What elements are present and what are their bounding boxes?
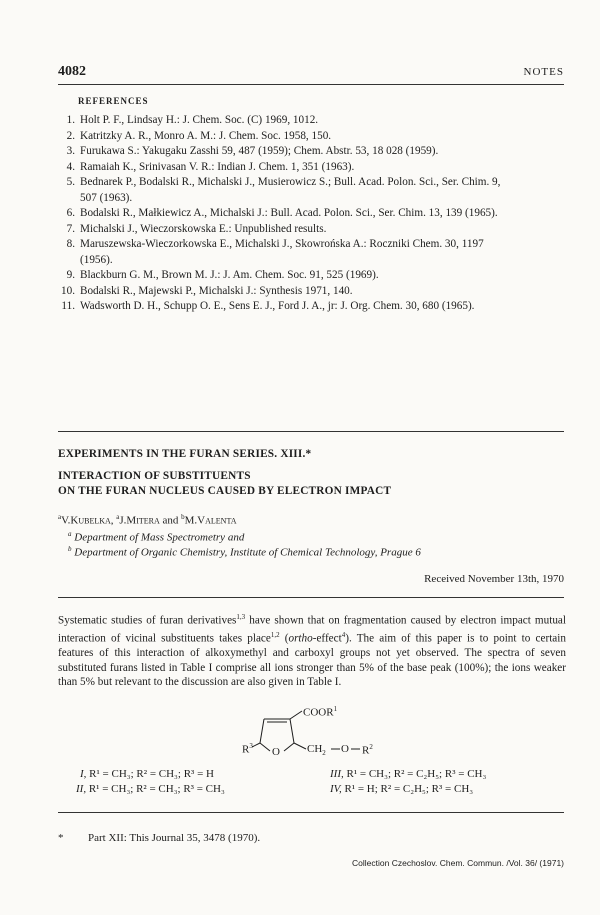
reference-citation: Holt P. F., Lindsay H.: J. Chem. Soc. (C) 1969, 1012. [80,114,319,126]
reference-item [58,160,568,176]
reference-item [58,206,568,222]
reference-item [58,113,568,129]
para-sup-4: 4 [341,631,346,640]
page-header [58,64,564,82]
ring-oxygen: O [272,746,280,758]
reference-citation: Bodalski R., Majewski P., Michalski J.: Synthesis 1971, 140. [80,284,353,297]
r2-sup: 2 [369,743,373,751]
compound-label: IV, [330,783,342,795]
page-number: 4082 [58,64,86,79]
compound-formula: R¹ = CH₃; R² = CH₃; R³ = H [89,768,214,780]
reference-item [58,175,568,206]
reference-item [58,299,568,315]
reference-text [80,144,568,160]
reference-text [80,237,568,268]
para-text-2: have shown that on fragmentation caused by electron impact mutual interaction of vicinal substituents takes place [58,614,566,645]
reference-citation: Bednarek P., Bodalski R., Michalski J., Musierowicz S.; Bull. Acad. Polon. Sci., Ser. Chim. 9, [80,176,501,188]
r3-text: R [242,743,250,756]
section-name: NOTES [523,66,564,78]
reference-number: 3. [66,145,75,157]
reference-citation: Katritzky A. R., Monro A. M.: J. Chem. Soc. 1958, 150. [80,129,332,142]
para-sup-2: 1,2 [270,631,280,640]
ether-oxygen: O [341,743,349,755]
reference-citation: Maruszewska-Wieczorkowska E., Michalski J., Skowrońska A.: Roczniki Chem. 30, 1197 [80,238,484,250]
header-rule [58,84,564,85]
abstract-divider [58,597,564,598]
reference-text [80,268,568,284]
affiliation-b-text: Department of Organic Chemistry, Institute of Chemical Technology, Prague 6 [74,546,421,559]
compound-formula: R¹ = CH₃; R² = C₂H₅; R³ = CH₃ [346,768,487,780]
article-title-line-2: INTERACTION OF SUBSTITUENTS [58,470,251,482]
r2-label [362,743,373,757]
reference-citation: Bodalski R., Małkiewicz A., Michalski J.: Bull. Acad. Polon. Sci., Ser. Chim. 13, 139 (1965). [80,207,498,219]
journal-collection-line: Collection Czechoslov. Chem. Commun. /Vol. 36/ (1971) [352,858,564,868]
compound-II [76,783,225,795]
coor-label [303,705,337,719]
reference-number: 5. [66,176,75,188]
affiliation-a [68,530,244,544]
author-2: J.Mitera [119,514,160,527]
author-1: V.Kubelka, [61,514,114,527]
reference-number: 4. [66,160,75,173]
reference-item [58,129,568,145]
r2-text: R [362,744,370,757]
reference-number: 11. [61,300,75,312]
reference-text [80,222,568,238]
para-text-4: -effect [312,632,342,645]
affiliation-b [68,545,421,559]
reference-item [58,284,568,300]
reference-citation: Michalski J., Wieczorskowska E.: Unpublished results. [80,222,327,235]
para-text-5: ). The aim of this paper is to point to certain features of this interaction of alkoxymethyl and carboxyl groups not yet observed. The spectra of seven substituted furans listed in Table I comprise all ions stronger than 5% of the base peak (100%); the ions weaker than 5% but relevant to the discussion are also given in Table I. [58,632,566,689]
reference-number: 2. [66,129,75,142]
section-divider [58,431,564,432]
r3-label [242,742,253,756]
reference-text [80,299,568,315]
references-heading: REFERENCES [78,96,149,106]
compound-I [80,768,214,780]
reference-text [80,113,568,129]
author-line [58,513,236,527]
compound-IV [330,783,473,795]
affiliation-b-sup: b [68,545,72,553]
reference-text [80,175,568,206]
ch2-text: CH [307,743,323,755]
author-1-sup: a [58,513,62,521]
reference-text [80,129,568,145]
reference-citation: Blackburn G. M., Brown M. J.: J. Am. Chem. Soc. 91, 525 (1969). [80,269,379,281]
ch2-sub: 2 [322,749,326,758]
reference-continuation: (1956). [80,253,113,266]
reference-item [58,237,568,268]
affiliation-a-sup: a [68,530,72,538]
reference-text [80,160,568,176]
r3-sup: 3 [249,742,253,750]
compound-formula: R¹ = H; R² = C₂H₅; R³ = CH₃ [344,783,474,795]
author-3-sup: b [181,513,185,521]
reference-citation: Wadsworth D. H., Schupp O. E., Sens E. J., Ford J. A., jr: J. Org. Chem. 30, 680 (1965). [80,300,475,312]
reference-continuation: 507 (1963). [80,191,133,204]
compound-formula: R¹ = CH₃; R² = CH₃; R³ = CH₃ [88,783,225,795]
reference-number: 1. [66,114,75,126]
reference-number: 6. [66,207,75,219]
reference-item [58,268,568,284]
footnote-mark: * [58,832,64,844]
para-text-3: ( [279,632,289,645]
article-title-line-1: EXPERIMENTS IN THE FURAN SERIES. XIII.* [58,448,312,460]
author-3: M.Valenta [184,514,237,527]
coor-sup: 1 [333,705,338,713]
compound-label: I, [80,768,87,780]
reference-citation: Furukawa S.: Yakugaku Zasshi 59, 487 (1959); Chem. Abstr. 53, 18 028 (1959). [80,145,439,157]
reference-citation: Ramaiah K., Srinivasan V. R.: Indian J. Chem. 1, 351 (1963). [80,160,355,173]
footnote-text: Part XII: This Journal 35, 3478 (1970). [88,832,261,844]
para-italic: ortho [288,632,313,645]
compound-III [330,768,486,780]
author-and: and [162,514,179,527]
footnote-rule [58,812,564,813]
compound-label: III, [330,768,344,780]
article-title-line-3: ON THE FURAN NUCLEUS CAUSED BY ELECTRON IMPACT [58,485,392,497]
affiliation-a-text: Department of Mass Spectrometry and [74,531,245,544]
para-text-1: Systematic studies of furan derivatives [58,614,237,627]
received-date: Received November 13th, 1970 [424,573,564,585]
ch2-label [307,743,326,757]
reference-number: 7. [66,222,75,235]
reference-list [58,113,568,315]
reference-item [58,222,568,238]
author-2-sup: a [116,513,120,521]
furan-structure [240,705,390,765]
footnote [58,832,260,844]
reference-number: 8. [66,238,75,250]
reference-text [80,284,568,300]
reference-text [80,206,568,222]
para-sup-1: 1,3 [236,613,246,621]
body-paragraph [58,610,566,690]
reference-item [58,144,568,160]
reference-number: 10. [61,284,75,297]
compound-label: II, [76,783,87,795]
coor-text: COOR [303,706,334,719]
reference-number: 9. [66,269,75,281]
